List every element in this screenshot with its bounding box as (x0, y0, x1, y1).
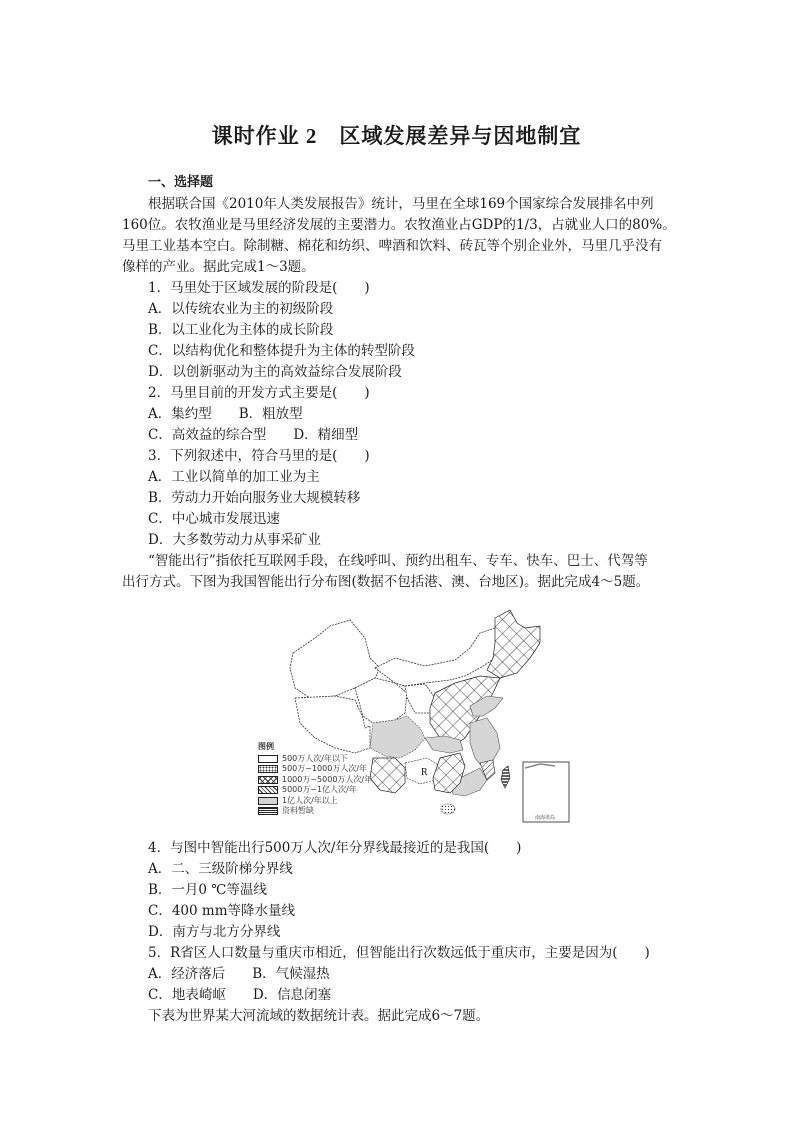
question-option: C．高效益的综合型 D．精细型 (148, 427, 359, 443)
region-r-label: R (421, 767, 428, 778)
question-option: A．集约型 B．粗放型 (148, 406, 303, 422)
question-option: A．二、三级阶梯分界线 (148, 861, 293, 877)
legend-title: 图例 (258, 742, 274, 751)
legend-item: 500万~1000万人次/年 (258, 764, 372, 775)
passage2-line: 出行方式。下图为我国智能出行分布图(数据不包括港、澳、台地区)。据此完成4～5题。 (122, 574, 650, 590)
question-option: C．地表崎岖 D．信息闭塞 (148, 987, 332, 1003)
legend-swatch-white (258, 755, 278, 763)
region-sichuan (370, 716, 425, 758)
title-number: 2 (305, 124, 318, 148)
legend-item: 1亿人次/年以上 (258, 796, 372, 807)
question-option: B．一月0 ℃等温线 (148, 882, 267, 898)
legend-swatch-diagonal (258, 786, 278, 794)
inset-label: 南海诸岛 (534, 815, 556, 821)
legend-item: 资料暂缺 (258, 806, 372, 817)
passage3-line: 下表为世界某大河流域的数据统计表。据此完成6～7题。 (148, 1008, 490, 1024)
region-qinghai (355, 678, 407, 723)
title-main: 区域发展差异与因地制宜 (339, 124, 582, 148)
passage1-line: 根据联合国《2010年人类发展报告》统计，马里在全球169个国家综合发展排名中列 (148, 196, 654, 212)
region-taiwan (501, 766, 510, 788)
question-option: D．大多数劳动力从事采矿业 (148, 532, 321, 548)
south-china-sea-inset (523, 762, 569, 822)
question-option: A．经济落后 B．气候湿热 (148, 966, 330, 982)
passage1-line: 像样的产业。据此完成1～3题。 (122, 259, 315, 275)
legend-swatch-dotted (258, 765, 278, 773)
legend-item: 1000万~5000万人次/年 (258, 775, 372, 786)
passage1-line: 160位。农牧渔业是马里经济发展的主要潜力。农牧渔业占GDP的1/3，占就业人口的80%。 (122, 217, 676, 233)
region-northeast (487, 610, 540, 678)
question-option: C．400 mm等降水量线 (148, 903, 295, 919)
question-stem: 2．马里目前的开发方式主要是( ) (148, 385, 370, 401)
region-east-coast (470, 718, 500, 768)
passage2-line: “智能出行”指依托互联网手段，在线呼叫、预约出租车、专车、快车、巴士、代驾等 (148, 553, 648, 569)
question-option: C．中心城市发展迅速 (148, 511, 280, 527)
question-option: B．以工业化为主体的成长阶段 (148, 322, 334, 338)
question-option: C．以结构优化和整体提升为主体的转型阶段 (148, 343, 415, 359)
question-stem: 1．马里处于区域发展的阶段是( ) (148, 280, 370, 296)
question-option: A．工业以简单的加工业为主 (148, 469, 320, 485)
legend-item: 500万人次/年以下 (258, 754, 372, 765)
map-legend (258, 742, 372, 817)
passage1-line: 马里工业基本空白。除制糖、棉花和纺织、啤酒和饮料、砖瓦等个别企业外，马里几乎没有 (122, 238, 662, 254)
question-option: D．南方与北方分界线 (148, 924, 281, 940)
region-hainan (441, 804, 455, 814)
question-option: A．以传统农业为主的初级阶段 (148, 301, 334, 317)
legend-swatch-gray (258, 797, 278, 805)
page-title (0, 120, 793, 150)
legend-item: 5000万~1亿人次/年 (258, 785, 372, 796)
question-option: B．劳动力开始向服务业大规模转移 (148, 490, 361, 506)
question-stem: 4．与图中智能出行500万人次/年分界线最接近的是我国( ) (148, 840, 522, 856)
section-heading: 一、选择题 (148, 175, 214, 190)
title-prefix: 课时作业 (211, 124, 300, 148)
question-stem: 5．R省区人口数量与重庆市相近，但智能出行次数远低于重庆市，主要是因为( ) (148, 945, 650, 961)
region-yunnan (370, 758, 405, 793)
question-stem: 3．下列叙述中，符合马里的是( ) (148, 448, 370, 464)
legend-swatch-horizontal (258, 807, 278, 815)
legend-swatch-crosshatch (258, 776, 278, 784)
question-option: D．以创新驱动为主的高效益综合发展阶段 (148, 364, 402, 380)
